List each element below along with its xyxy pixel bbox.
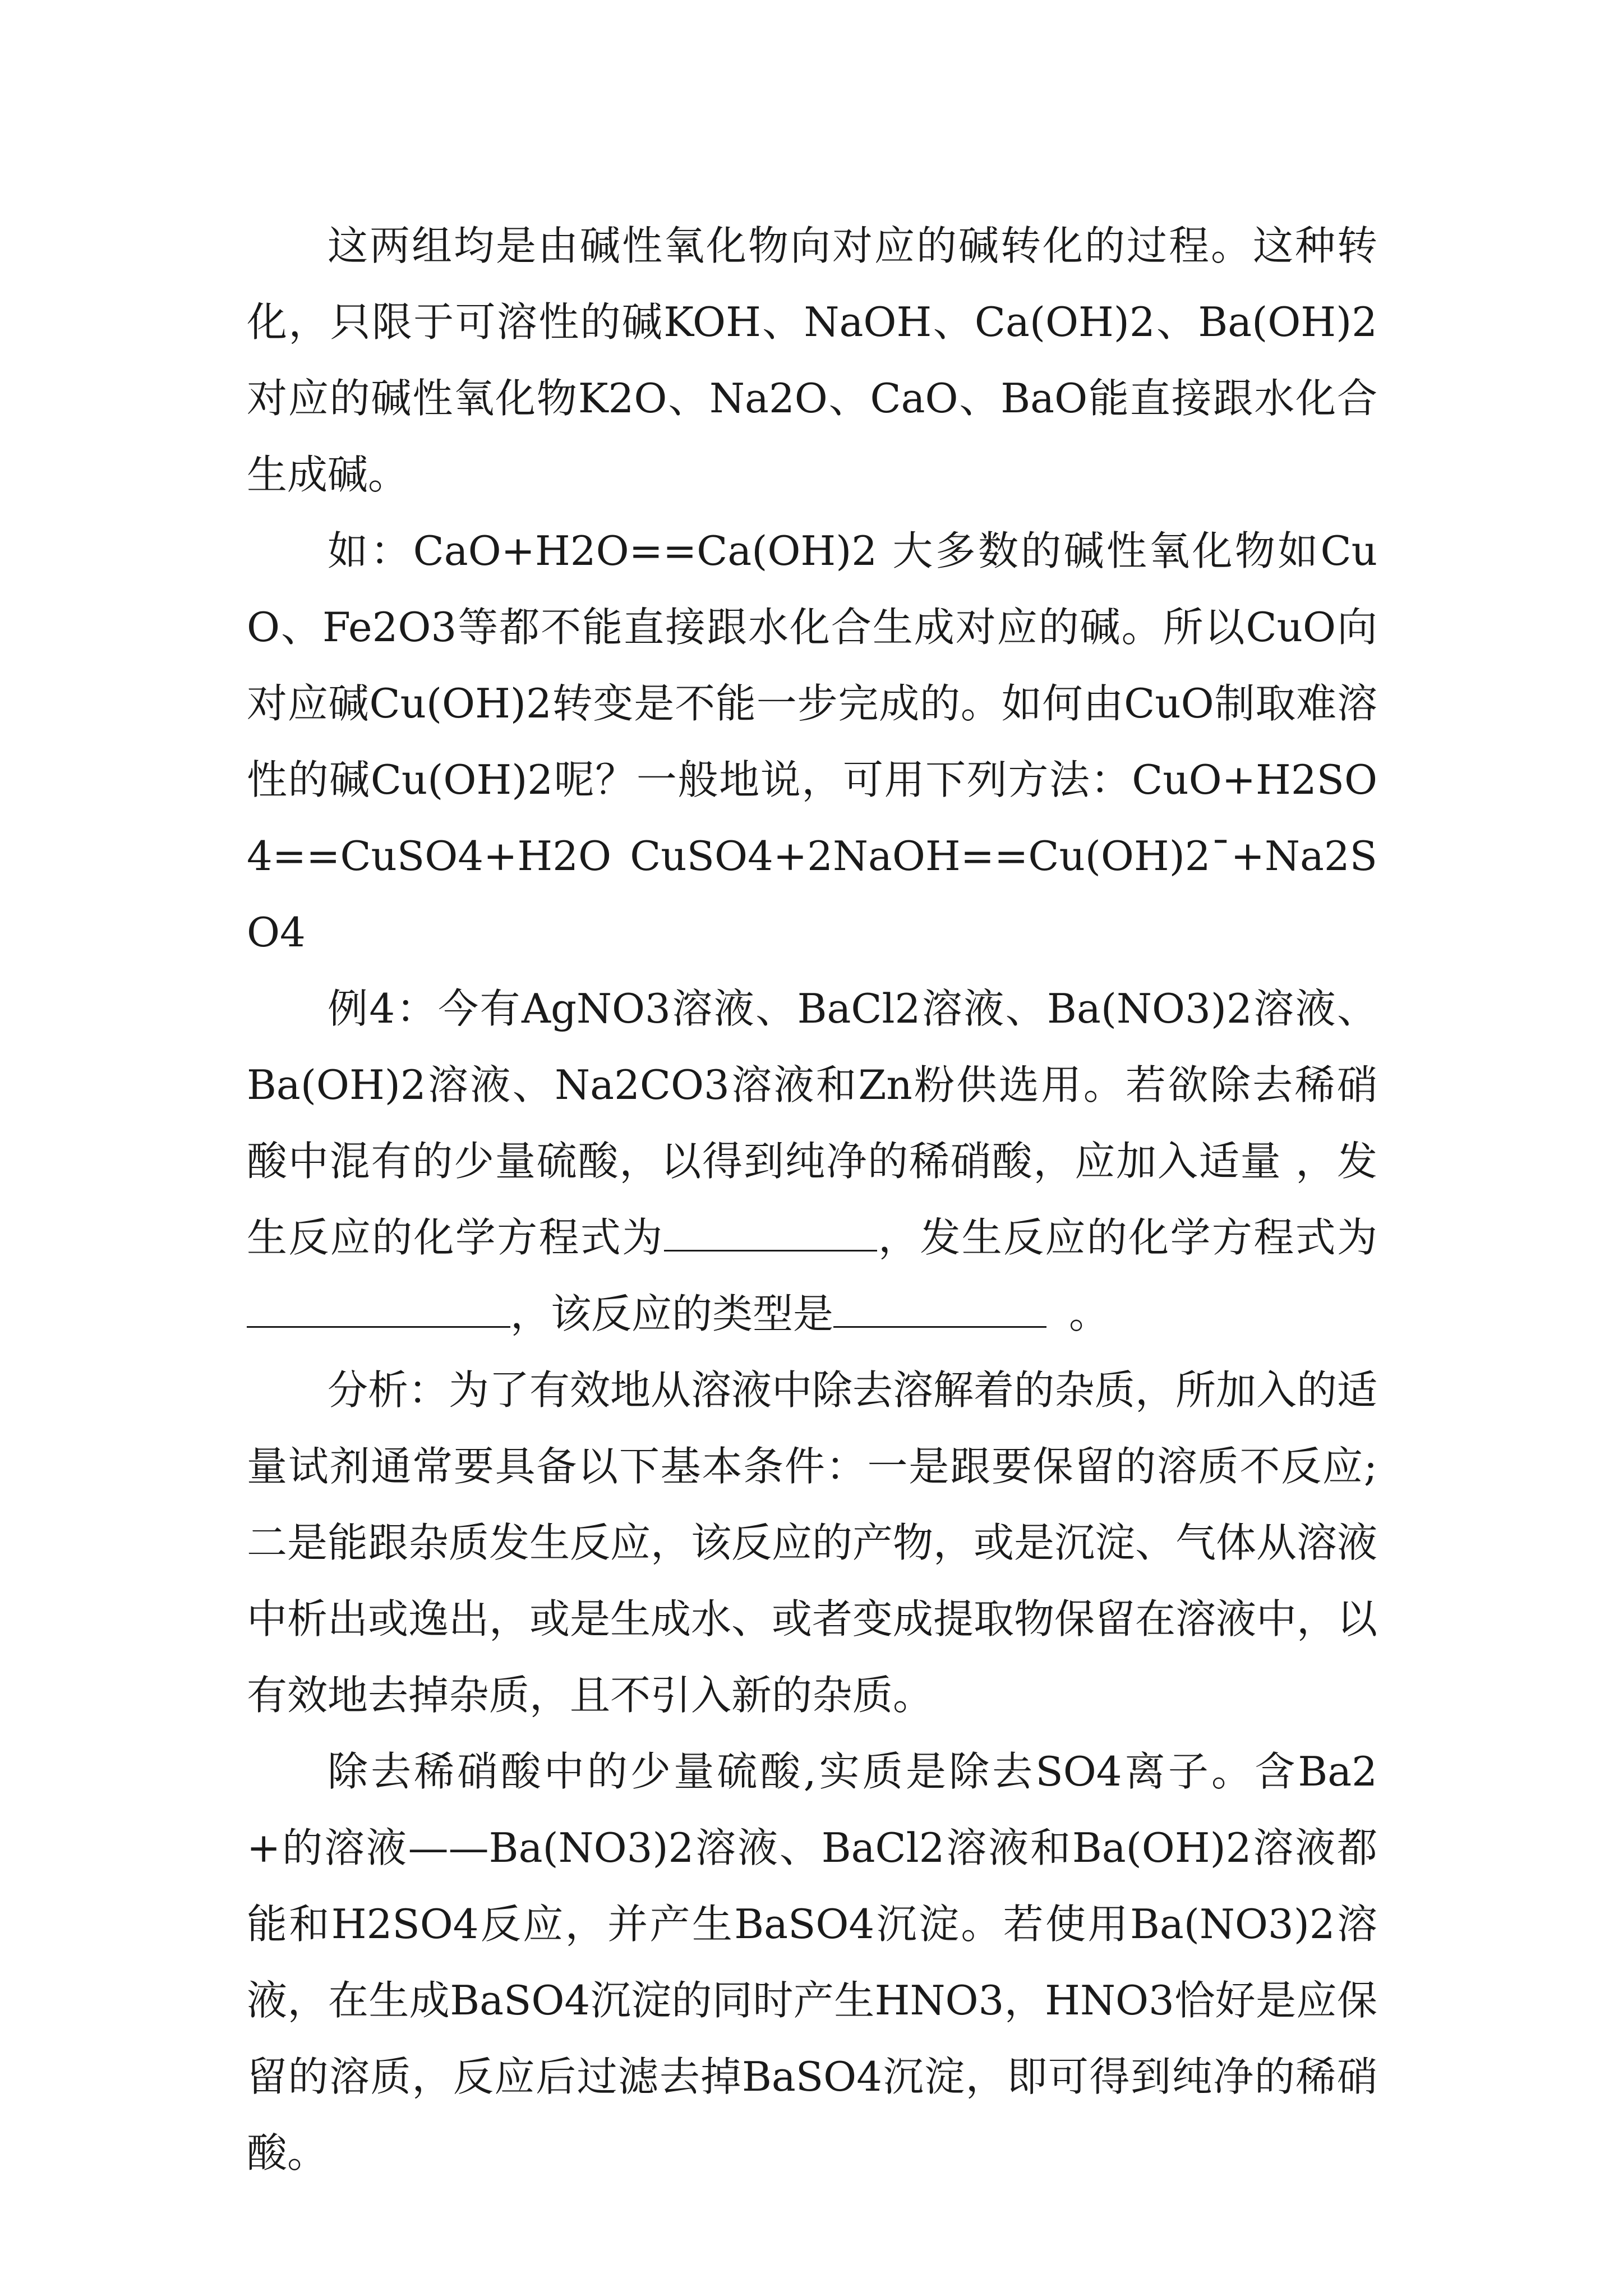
example-4-question-text-4: 。 (1069, 1290, 1110, 1337)
answer-blank-equation-2 (247, 1292, 510, 1328)
document-body (247, 208, 1377, 2191)
paragraph-base-oxide-conversion: 这两组均是由碱性氧化物向对应的碱转化的过程。这种转化，只限于可溶性的碱KOH、NaOH、Ca(OH)2、Ba(OH)2对应的碱性氧化物K2O、Na2O、CaO、BaO能直接跟水化合生成碱。 (247, 222, 1377, 498)
example-4-question-text-3: ，该反应的类型是 (510, 1290, 834, 1337)
answer-blank-reaction-type (833, 1292, 1046, 1328)
paragraph-example-4-question (247, 970, 1377, 1352)
answer-blank-equation-1 (664, 1216, 877, 1251)
example-4-question-text: 例4：今有AgNO3溶液、BaCl2溶液、Ba(NO3)2溶液、Ba(OH)2溶液、Na2CO3溶液和Zn粉供选用。若欲除去稀硝酸中混有的少量硫酸，以得到纯净的稀硝酸，应加入适量 ，发生反应的化学方程式为 (247, 985, 1377, 1261)
paragraph-solution: 除去稀硝酸中的少量硫酸,实质是除去SO4离子。含Ba2+的溶液——Ba(NO3)2溶液、BaCl2溶液和Ba(OH)2溶液都能和H2SO4反应，并产生BaSO4沉淀。若使用Ba(NO3)2溶液，在生成BaSO4沉淀的同时产生HNO3，HNO3恰好是应保留的溶质，反应后过滤去掉BaSO4沉淀，即可得到纯净的稀硝酸。 (247, 1748, 1377, 2177)
paragraph-analysis: 分析：为了有效地从溶液中除去溶解着的杂质，所加入的适量试剂通常要具备以下基本条件：一是跟要保留的溶质不反应;二是能跟杂质发生反应，该反应的产物，或是沉淀、气体从溶液中析出或逸出，或是生成水、或者变成提取物保留在溶液中，以有效地去掉杂质，且不引入新的杂质。 (247, 1366, 1378, 1719)
paragraph-cuo-preparation: 如：CaO+H2O==Ca(OH)2 大多数的碱性氧化物如CuO、Fe2O3等都不能直接跟水化合生成对应的碱。所以CuO向对应碱Cu(OH)2转变是不能一步完成的。如何由CuO制取难溶性的碱Cu(OH)2呢？一般地说，可用下列方法：CuO+H2SO4==CuSO4+H2O CuSO4+2NaOH==Cu(OH)2¯+Na2SO4 (247, 527, 1377, 956)
example-4-question-text-2: ，发生反应的化学方程式为 (877, 1214, 1377, 1261)
